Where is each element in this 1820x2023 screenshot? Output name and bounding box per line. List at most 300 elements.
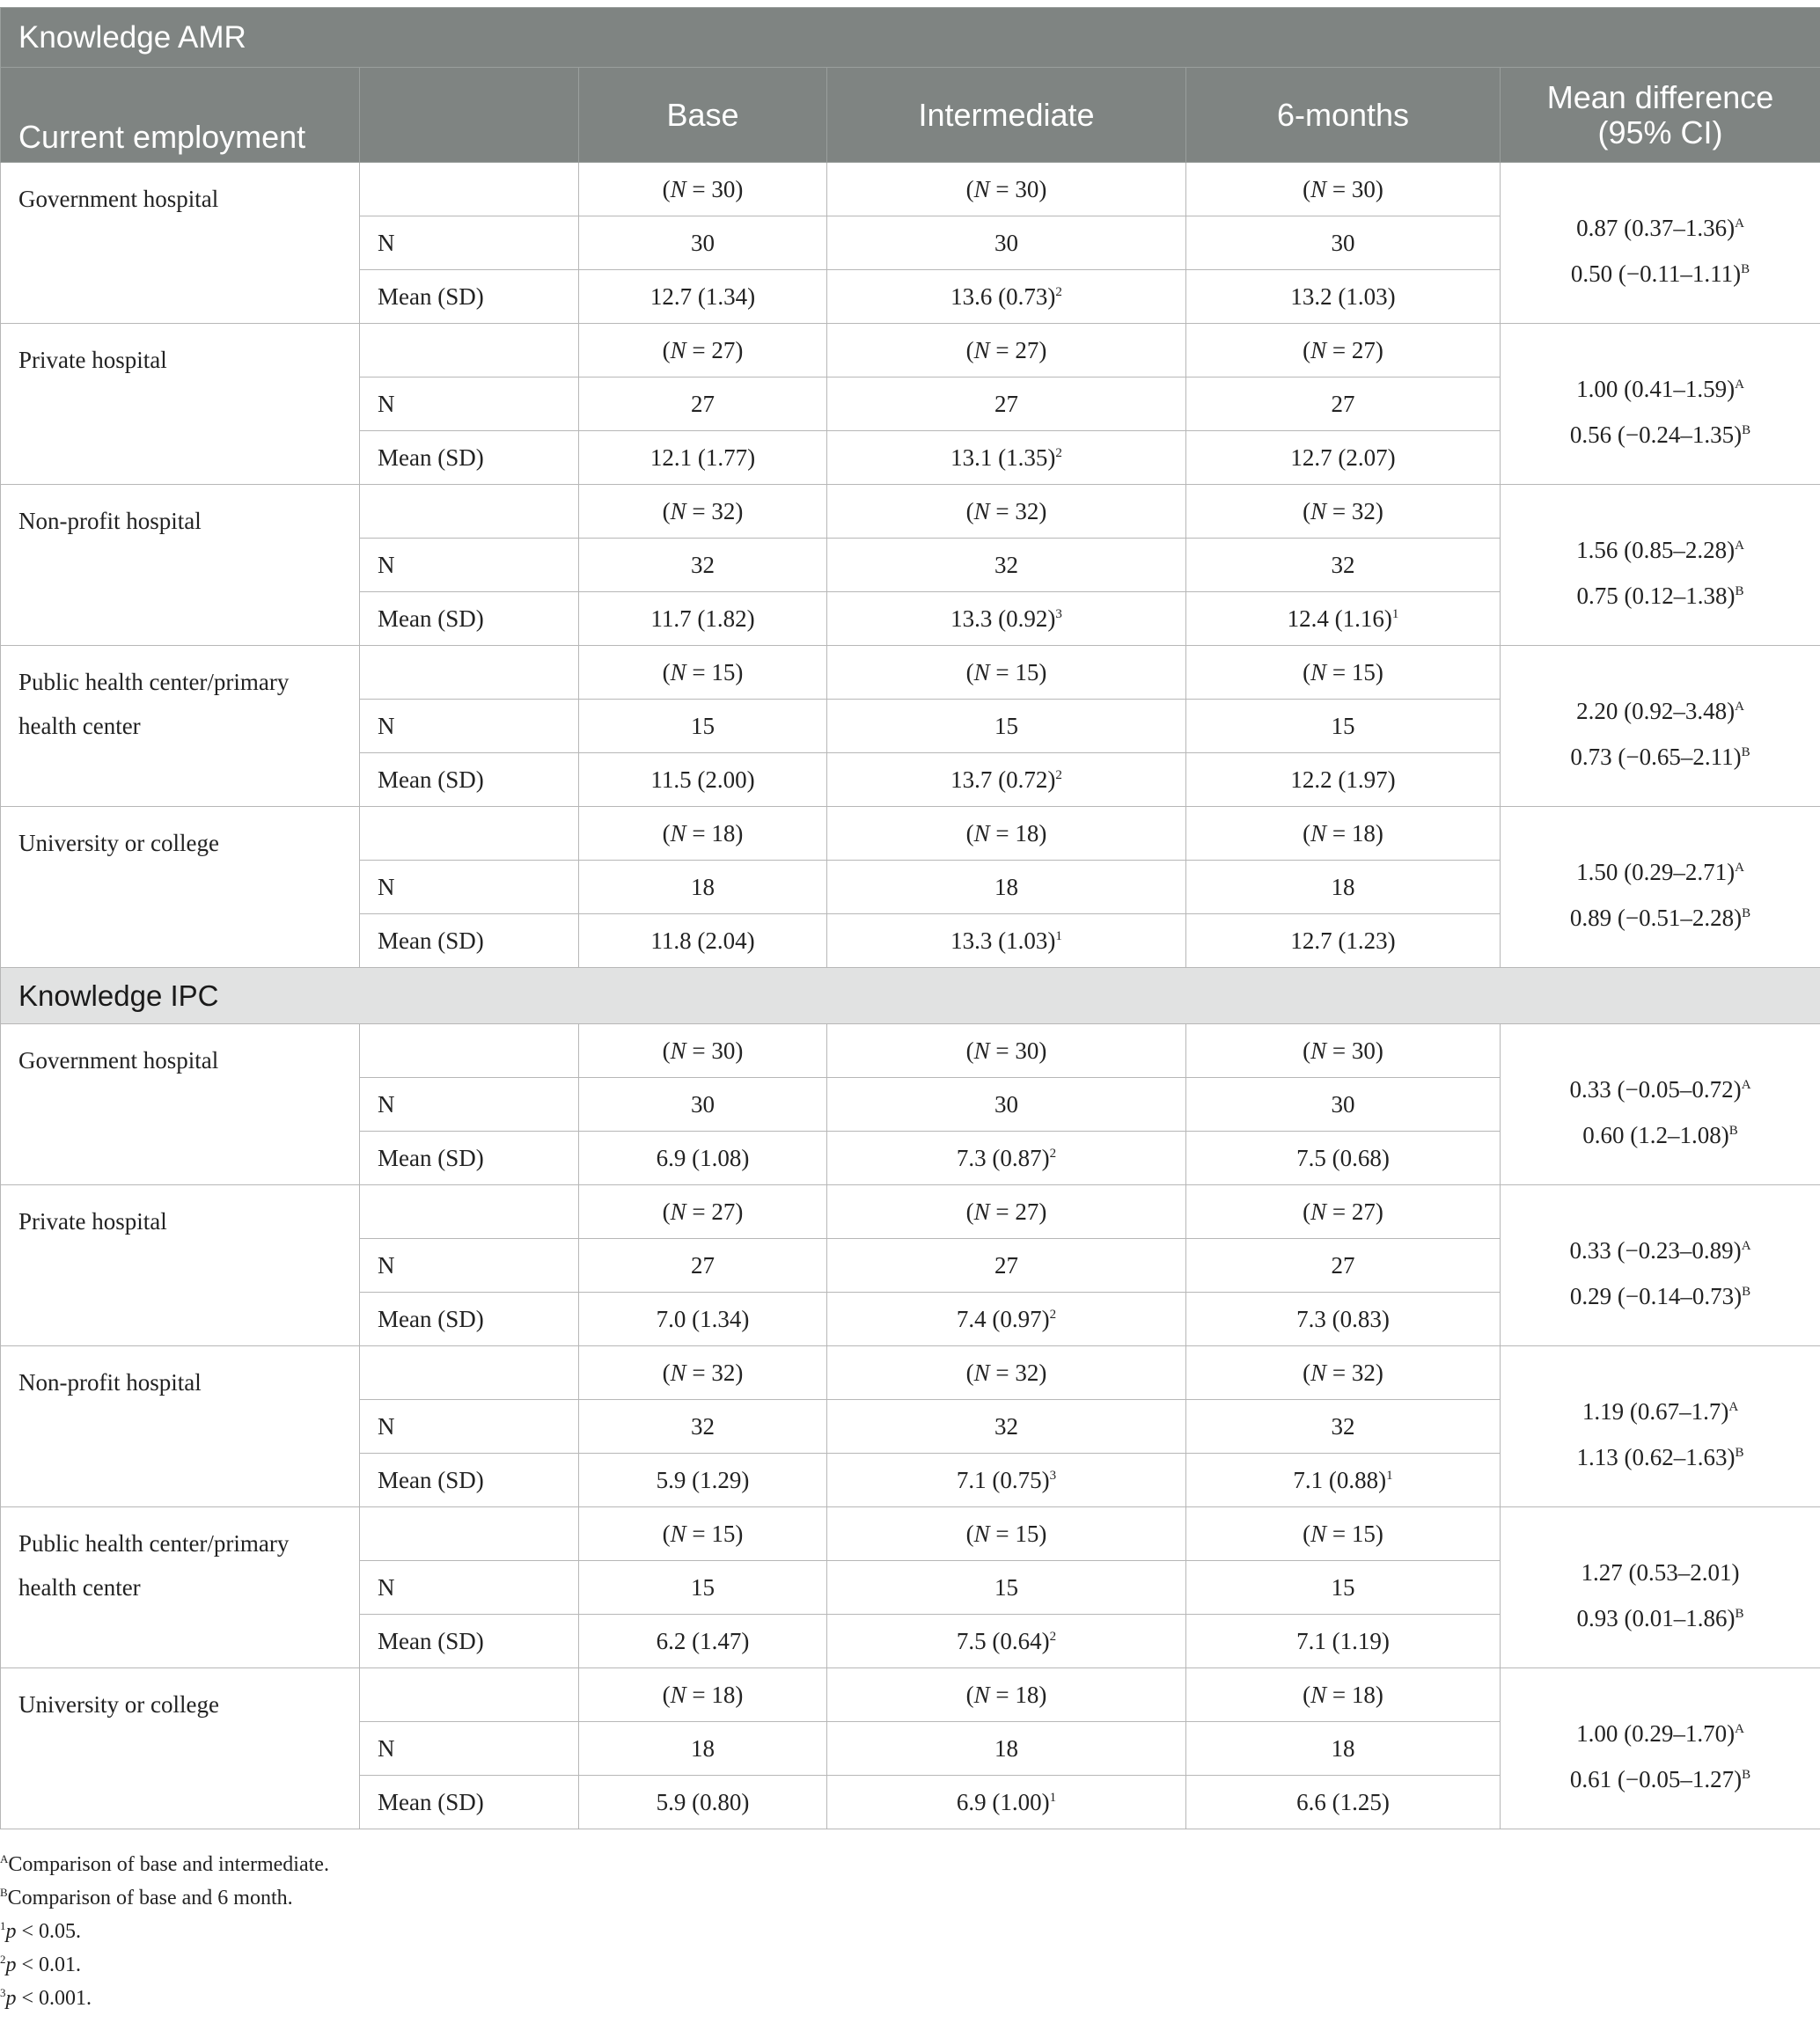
n-value: 15 [711, 1520, 736, 1547]
base-mean [579, 431, 827, 485]
six-months-n-text: 27 [1331, 390, 1355, 417]
mean-difference-cell [1501, 646, 1820, 807]
base-n-label: (N = 27) [579, 324, 827, 377]
header-intermediate: Intermediate [827, 68, 1186, 163]
n-value: 32 [1351, 497, 1376, 524]
diff-b: 0.73 (−0.65–2.11) [1570, 744, 1742, 770]
six-months-n-label: (N = 30) [1186, 1024, 1501, 1078]
base-mean-text: 11.7 (1.82) [650, 605, 755, 632]
base-mean-text: 11.5 (2.00) [650, 766, 755, 793]
six-months-n [1186, 1561, 1501, 1615]
base-n [579, 1400, 827, 1454]
n-label [360, 1239, 579, 1293]
mean-sd-label [360, 1776, 579, 1829]
diff-a-sup: A [1735, 861, 1744, 875]
intermediate-n [827, 1561, 1186, 1615]
diff-a: 1.56 (0.85–2.28) [1576, 537, 1736, 563]
diff-b-sup: B [1741, 745, 1750, 759]
intermediate-mean [827, 1132, 1186, 1185]
blank-cell [360, 1185, 579, 1239]
intermediate-n-label: (N = 30) [827, 1024, 1186, 1078]
diff-a-sup: A [1741, 1239, 1751, 1253]
diff-b-sup: B [1735, 1607, 1744, 1621]
blank-cell [360, 324, 579, 377]
n-value: 30 [711, 175, 736, 202]
base-n [579, 1722, 827, 1776]
intermediate-n [827, 377, 1186, 431]
intermediate-mean-sup: 2 [1049, 1629, 1057, 1644]
base-n-label: (N = 30) [579, 163, 827, 216]
base-mean [579, 592, 827, 646]
intermediate-mean-text: 13.7 (0.72) [950, 766, 1056, 793]
six-months-mean-text: 7.5 (0.68) [1296, 1144, 1390, 1171]
mean-difference-cell [1501, 807, 1820, 968]
n-value: 18 [1351, 1681, 1376, 1708]
employment-cell-text: Government hospital [18, 186, 219, 212]
mean-sd-label-text: Mean (SD) [378, 1627, 484, 1654]
n-label [360, 377, 579, 431]
employment-cell-text: Private hospital [18, 347, 167, 373]
intermediate-n-label: (N = 32) [827, 1346, 1186, 1400]
six-months-n [1186, 216, 1501, 270]
n-label [360, 1722, 579, 1776]
n-value: 32 [1351, 1359, 1376, 1386]
intermediate-n-text: 32 [994, 1412, 1018, 1440]
six-months-mean-text: 7.1 (0.88) [1293, 1466, 1387, 1493]
diff-b: 0.61 (−0.05–1.27) [1569, 1766, 1743, 1792]
intermediate-n [827, 1400, 1186, 1454]
n-value: 27 [1015, 1198, 1039, 1225]
n-value: 30 [1351, 1037, 1376, 1064]
six-months-n-text: 15 [1331, 712, 1355, 739]
six-months-n [1186, 700, 1501, 753]
base-n [579, 377, 827, 431]
header-six-months: 6-months [1186, 68, 1501, 163]
employment-cell-text: Private hospital [18, 1208, 167, 1235]
diff-b: 0.56 (−0.24–1.35) [1569, 421, 1743, 448]
intermediate-n-label: (N = 15) [827, 1507, 1186, 1561]
diff-a: 1.00 (0.29–1.70) [1576, 1720, 1736, 1747]
intermediate-n [827, 1239, 1186, 1293]
footnotes [0, 1848, 1820, 2015]
intermediate-mean-sup: 1 [1055, 928, 1062, 943]
n-label [360, 539, 579, 592]
six-months-n-text: 18 [1331, 1734, 1355, 1762]
intermediate-n [827, 1078, 1186, 1132]
base-n [579, 700, 827, 753]
six-months-mean-text: 7.1 (1.19) [1296, 1627, 1390, 1654]
header-employment: Current employment [1, 68, 360, 163]
base-n-label: (N = 15) [579, 1507, 827, 1561]
table-row [1, 646, 1820, 700]
intermediate-n-text: 32 [994, 551, 1018, 578]
diff-b-sup: B [1728, 1124, 1738, 1138]
diff-a: 2.20 (0.92–3.48) [1576, 698, 1736, 724]
footnote-a: $^A$Comparison of base and intermediate. [0, 1852, 329, 1876]
base-n-label: (N = 32) [579, 485, 827, 539]
n-label-text: N [378, 1573, 395, 1601]
base-n [579, 1078, 827, 1132]
results-table [0, 7, 1820, 1829]
employment-cell-text: Non-profit hospital [18, 1369, 202, 1396]
base-n-text: 18 [691, 1734, 715, 1762]
intermediate-n-text: 30 [994, 1090, 1018, 1118]
mean-sd-label [360, 914, 579, 968]
diff-a-sup: A [1735, 539, 1744, 553]
six-months-n-label: (N = 30) [1186, 163, 1501, 216]
employment-cell-text: Non-profit hospital [18, 508, 202, 534]
mean-sd-label-text: Mean (SD) [378, 1144, 484, 1171]
base-n-text: 30 [691, 1090, 715, 1118]
employment-cell-text: University or college [18, 1691, 219, 1718]
table-row [1, 807, 1820, 861]
blank-cell [360, 807, 579, 861]
footnote-p1: $^1$p < 0.05. [0, 1919, 82, 1943]
diff-a: 0.87 (0.37–1.36) [1576, 215, 1736, 241]
n-value: 27 [1015, 336, 1039, 363]
base-mean-text: 5.9 (1.29) [656, 1466, 750, 1493]
base-mean [579, 1132, 827, 1185]
base-n-text: 18 [691, 873, 715, 900]
n-value: 27 [1351, 336, 1376, 363]
intermediate-n-text: 15 [994, 712, 1018, 739]
mean-difference-cell [1501, 1185, 1820, 1346]
base-n-label: (N = 15) [579, 646, 827, 700]
intermediate-n-label: (N = 32) [827, 485, 1186, 539]
diff-a-sup: A [1728, 1400, 1739, 1414]
base-n-label: (N = 32) [579, 1346, 827, 1400]
header-mean-difference [1501, 68, 1820, 163]
six-months-mean [1186, 1454, 1501, 1507]
diff-a: 1.27 (0.53–2.01) [1581, 1559, 1740, 1586]
six-months-mean [1186, 1776, 1501, 1829]
diff-b-sup: B [1735, 584, 1744, 598]
six-months-mean-sup: 1 [1386, 1468, 1393, 1483]
table-row [1, 1507, 1820, 1561]
n-label-text: N [378, 229, 395, 256]
mean-sd-label-text: Mean (SD) [378, 605, 484, 632]
base-mean [579, 914, 827, 968]
base-mean-text: 7.0 (1.34) [656, 1305, 750, 1332]
intermediate-n-label: (N = 15) [827, 646, 1186, 700]
diff-a: 1.19 (0.67–1.7) [1581, 1398, 1729, 1425]
intermediate-mean-sup: 1 [1049, 1790, 1057, 1805]
n-value: 32 [711, 497, 736, 524]
six-months-n [1186, 377, 1501, 431]
mean-sd-label [360, 592, 579, 646]
intermediate-mean-text: 7.1 (0.75) [956, 1466, 1050, 1493]
employment-cell-text: University or college [18, 830, 219, 856]
six-months-n [1186, 1239, 1501, 1293]
intermediate-mean [827, 431, 1186, 485]
base-mean-text: 11.8 (2.04) [650, 927, 755, 954]
six-months-mean [1186, 1293, 1501, 1346]
base-n-label: (N = 30) [579, 1024, 827, 1078]
table-row [1, 1346, 1820, 1400]
intermediate-n-label: (N = 18) [827, 807, 1186, 861]
intermediate-n-label: (N = 18) [827, 1668, 1186, 1722]
intermediate-mean [827, 592, 1186, 646]
n-value: 18 [711, 819, 736, 847]
table-row [1, 1668, 1820, 1722]
base-mean [579, 1454, 827, 1507]
intermediate-n [827, 216, 1186, 270]
intermediate-mean-sup: 3 [1055, 606, 1062, 621]
diff-b-sup: B [1735, 1446, 1744, 1460]
diff-b: 0.50 (−0.11–1.11) [1570, 260, 1742, 287]
six-months-n-label: (N = 15) [1186, 646, 1501, 700]
six-months-mean-sup: 1 [1391, 606, 1399, 621]
base-mean-text: 6.2 (1.47) [656, 1627, 750, 1654]
intermediate-n-text: 30 [994, 229, 1018, 256]
intermediate-mean-text: 13.3 (0.92) [950, 605, 1056, 632]
base-n-label: (N = 18) [579, 807, 827, 861]
base-n [579, 1239, 827, 1293]
mean-difference-cell [1501, 324, 1820, 485]
n-label-text: N [378, 390, 395, 417]
n-value: 15 [1351, 1520, 1376, 1547]
diff-b: 0.89 (−0.51–2.28) [1569, 905, 1743, 931]
table-row [1, 163, 1820, 216]
intermediate-mean-text: 13.1 (1.35) [950, 443, 1056, 471]
diff-b-sup: B [1742, 1285, 1751, 1299]
base-mean [579, 753, 827, 807]
six-months-n [1186, 861, 1501, 914]
n-label-text: N [378, 551, 395, 578]
mean-sd-label [360, 753, 579, 807]
six-months-mean [1186, 1615, 1501, 1668]
footnote-b: $^B$Comparison of base and 6 month. [0, 1886, 293, 1909]
base-mean [579, 270, 827, 324]
six-months-mean-text: 6.6 (1.25) [1296, 1788, 1390, 1815]
blank-cell [360, 646, 579, 700]
diff-b: 0.60 (1.2–1.08) [1582, 1122, 1729, 1148]
diff-a-sup: A [1735, 1722, 1744, 1736]
mean-sd-label [360, 1454, 579, 1507]
six-months-n-text: 30 [1331, 1090, 1355, 1118]
six-months-mean [1186, 914, 1501, 968]
n-value: 32 [1015, 497, 1039, 524]
mean-sd-label [360, 1293, 579, 1346]
six-months-n [1186, 1400, 1501, 1454]
mean-difference-cell [1501, 485, 1820, 646]
base-n-label: (N = 18) [579, 1668, 827, 1722]
diff-a: 1.50 (0.29–2.71) [1576, 859, 1736, 885]
n-label [360, 1078, 579, 1132]
intermediate-n [827, 1722, 1186, 1776]
diff-b: 1.13 (0.62–1.63) [1576, 1444, 1736, 1470]
base-n [579, 216, 827, 270]
employment-cell [1, 163, 360, 324]
n-label [360, 1400, 579, 1454]
section-title-amr: Knowledge AMR [1, 8, 1820, 68]
base-n [579, 861, 827, 914]
n-value: 15 [711, 658, 736, 685]
mean-difference-cell [1501, 1507, 1820, 1668]
blank-cell [360, 1346, 579, 1400]
n-value: 32 [1015, 1359, 1039, 1386]
mean-sd-label-text: Mean (SD) [378, 1788, 484, 1815]
n-value: 32 [711, 1359, 736, 1386]
diff-b-sup: B [1742, 1768, 1751, 1782]
n-value: 15 [1015, 1520, 1039, 1547]
intermediate-n-label: (N = 30) [827, 163, 1186, 216]
mean-sd-label-text: Mean (SD) [378, 1466, 484, 1493]
base-mean [579, 1293, 827, 1346]
intermediate-n-label: (N = 27) [827, 1185, 1186, 1239]
base-n-text: 15 [691, 1573, 715, 1601]
employment-cell-text: Government hospital [18, 1047, 219, 1074]
employment-cell [1, 646, 360, 807]
section-title-ipc: Knowledge IPC [1, 968, 1820, 1024]
employment-cell [1, 1185, 360, 1346]
table-row [1, 485, 1820, 539]
six-months-n-label: (N = 32) [1186, 1346, 1501, 1400]
intermediate-mean [827, 1615, 1186, 1668]
n-label-text: N [378, 712, 395, 739]
six-months-mean-text: 13.2 (1.03) [1290, 282, 1396, 310]
employment-cell [1, 1346, 360, 1507]
n-value: 15 [1015, 658, 1039, 685]
six-months-mean-text: 12.7 (2.07) [1290, 443, 1396, 471]
n-label-text: N [378, 873, 395, 900]
diff-a-sup: A [1735, 377, 1744, 392]
blank-cell [360, 163, 579, 216]
employment-cell [1, 1668, 360, 1829]
intermediate-mean-sup: 2 [1055, 284, 1062, 299]
six-months-n-label: (N = 27) [1186, 1185, 1501, 1239]
header-mean-difference-line2: (95% CI) [1597, 114, 1723, 150]
base-n [579, 539, 827, 592]
mean-sd-label-text: Mean (SD) [378, 443, 484, 471]
diff-b: 0.93 (0.01–1.86) [1576, 1605, 1736, 1631]
intermediate-mean [827, 753, 1186, 807]
six-months-mean [1186, 592, 1501, 646]
intermediate-n-label: (N = 27) [827, 324, 1186, 377]
six-months-mean-text: 12.7 (1.23) [1290, 927, 1396, 954]
mean-difference-cell [1501, 1024, 1820, 1185]
base-mean [579, 1776, 827, 1829]
n-label [360, 861, 579, 914]
blank-cell [360, 1507, 579, 1561]
n-value: 30 [1015, 1037, 1039, 1064]
diff-b: 0.75 (0.12–1.38) [1576, 583, 1736, 609]
n-value: 27 [711, 1198, 736, 1225]
diff-a-sup: A [1741, 1078, 1751, 1092]
mean-sd-label-text: Mean (SD) [378, 766, 484, 793]
header-mean-difference-line1: Mean difference [1546, 78, 1774, 115]
blank-cell [360, 485, 579, 539]
header-row [1, 68, 1820, 163]
n-value: 30 [711, 1037, 736, 1064]
diff-b-sup: B [1742, 906, 1751, 920]
mean-sd-label-text: Mean (SD) [378, 282, 484, 310]
n-label [360, 700, 579, 753]
diff-b-sup: B [1741, 262, 1750, 276]
intermediate-mean-sup: 2 [1055, 445, 1062, 460]
blank-cell [360, 1668, 579, 1722]
intermediate-n [827, 861, 1186, 914]
intermediate-mean-sup: 2 [1049, 1146, 1057, 1161]
six-months-n-text: 32 [1331, 551, 1355, 578]
table-row [1, 1185, 1820, 1239]
intermediate-mean-text: 6.9 (1.00) [956, 1788, 1050, 1815]
six-months-n-label: (N = 27) [1186, 324, 1501, 377]
intermediate-mean-sup: 2 [1055, 767, 1062, 782]
mean-difference-cell [1501, 1346, 1820, 1507]
intermediate-mean [827, 1293, 1186, 1346]
intermediate-n-text: 18 [994, 1734, 1018, 1762]
intermediate-mean-sup: 3 [1049, 1468, 1057, 1483]
n-label-text: N [378, 1734, 395, 1762]
header-base: Base [579, 68, 827, 163]
mean-difference-cell [1501, 163, 1820, 324]
intermediate-mean-text: 13.6 (0.73) [950, 282, 1056, 310]
six-months-n-text: 15 [1331, 1573, 1355, 1601]
footnote-p3: $^3$p < 0.001. [0, 1986, 92, 2010]
employment-cell [1, 1507, 360, 1668]
six-months-mean [1186, 1132, 1501, 1185]
n-value: 18 [711, 1681, 736, 1708]
base-mean-text: 12.1 (1.77) [649, 443, 756, 471]
intermediate-mean-sup: 2 [1049, 1307, 1057, 1322]
six-months-n [1186, 1078, 1501, 1132]
intermediate-mean [827, 914, 1186, 968]
base-mean-text: 5.9 (0.80) [656, 1788, 750, 1815]
mean-sd-label-text: Mean (SD) [378, 927, 484, 954]
base-n-text: 27 [691, 1251, 715, 1279]
six-months-n-label: (N = 32) [1186, 485, 1501, 539]
intermediate-mean-text: 13.3 (1.03) [950, 927, 1056, 954]
table-row [1, 324, 1820, 377]
intermediate-mean-text: 7.4 (0.97) [956, 1305, 1050, 1332]
six-months-n-text: 32 [1331, 1412, 1355, 1440]
diff-b: 0.29 (−0.14–0.73) [1569, 1283, 1743, 1309]
six-months-mean [1186, 431, 1501, 485]
six-months-mean [1186, 753, 1501, 807]
base-n-text: 32 [691, 1412, 715, 1440]
n-label-text: N [378, 1090, 395, 1118]
six-months-n-text: 18 [1331, 873, 1355, 900]
employment-cell [1, 485, 360, 646]
six-months-mean-text: 12.2 (1.97) [1290, 766, 1396, 793]
n-value: 18 [1015, 1681, 1039, 1708]
base-n-text: 27 [691, 390, 715, 417]
intermediate-mean [827, 1454, 1186, 1507]
n-value: 18 [1351, 819, 1376, 847]
intermediate-n-text: 18 [994, 873, 1018, 900]
intermediate-mean-text: 7.5 (0.64) [956, 1627, 1050, 1654]
six-months-n-label: (N = 18) [1186, 1668, 1501, 1722]
diff-a-sup: A [1735, 700, 1744, 714]
n-value: 27 [711, 336, 736, 363]
base-n [579, 1561, 827, 1615]
employment-cell [1, 807, 360, 968]
employment-cell [1, 324, 360, 485]
base-n-text: 32 [691, 551, 715, 578]
mean-sd-label [360, 270, 579, 324]
blank-cell [360, 1024, 579, 1078]
base-n-label: (N = 27) [579, 1185, 827, 1239]
footnote-p2: $^2$p < 0.01. [0, 1953, 82, 1976]
mean-sd-label [360, 1132, 579, 1185]
intermediate-n-text: 27 [994, 1251, 1018, 1279]
intermediate-n-text: 15 [994, 1573, 1018, 1601]
intermediate-n [827, 539, 1186, 592]
n-value: 30 [1015, 175, 1039, 202]
mean-difference-cell [1501, 1668, 1820, 1829]
n-value: 27 [1351, 1198, 1376, 1225]
